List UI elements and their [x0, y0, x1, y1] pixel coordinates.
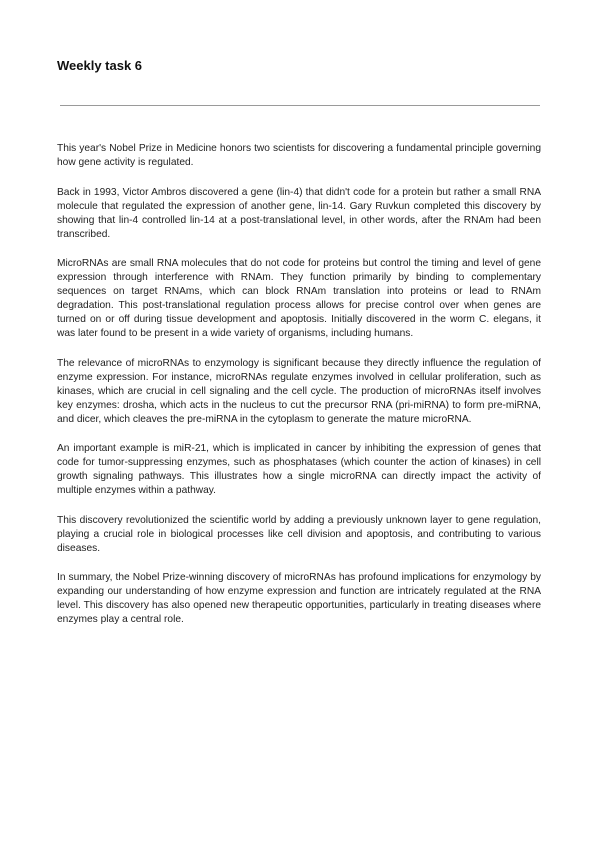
paragraph-mir21-example: An important example is miR-21, which is implicated in cancer by inhibiting the expression of genes that code for tumor-suppressing enzymes, such as phosphatases (which counter the action of kinases) in cell growth signaling pathways. This illustrates how a single microRNA can directly impact the activity of multiple enzymes within a pathway. — [57, 443, 541, 496]
document-title: Weekly task 6 — [57, 58, 143, 73]
paragraph-summary: In summary, the Nobel Prize-winning discovery of microRNAs has profound implications for enzymology by expanding our understanding of how enzyme expression and function are intricately regulated at the RNA level. This discovery has also opened new therapeutic opportunities, particularly in treating diseases where enzymes play a central role. — [57, 572, 541, 625]
paragraph-intro: This year's Nobel Prize in Medicine honors two scientists for discovering a fundamental principle governing how gene activity is regulated. — [57, 143, 541, 168]
document-body — [57, 142, 541, 643]
title-divider — [60, 105, 540, 106]
paragraph-microrna-definition: MicroRNAs are small RNA molecules that do not code for proteins but control the timing and level of gene expression through interference with RNAm. They function primarily by binding to complementary sequences on target RNAms, which can block RNAm translation into proteins or lead to RNAm degradation. This post-translational regulation process allows for precise control over when genes are turned on or off during tissue development and apoptosis. Initially discovered in the worm C. elegans, it was later found to be present in a wide variety of organisms, including humans. — [57, 258, 541, 339]
paragraph-impact: This discovery revolutionized the scientific world by adding a previously unknown layer to gene regulation, playing a crucial role in biological processes like cell division and apoptosis, and contributing to various diseases. — [57, 514, 541, 554]
paragraph-history: Back in 1993, Victor Ambros discovered a gene (lin-4) that didn't code for a protein but rather a small RNA molecule that regulated the expression of another gene, lin-14. Gary Ruvkun completed this discovery by showing that lin-4 controlled lin-14 at a post-translational level, in other words, after the RNAm had been transcribed. — [57, 186, 541, 240]
paragraph-enzymology-relevance: The relevance of microRNAs to enzymology is significant because they directly influence the regulation of enzyme expression. For instance, microRNAs regulate enzymes involved in cellular proliferation, such as kinases, which are crucial in cell signaling and the cell cycle. The production of microRNAs itself involves key enzymes: drosha, which acts in the nucleus to cut the precursor RNA (pri-miRNA) to form pre-miRNA, and dicer, which cleaves the pre-miRNA in the cytoplasm to generate the mature microRNA. — [57, 357, 541, 425]
